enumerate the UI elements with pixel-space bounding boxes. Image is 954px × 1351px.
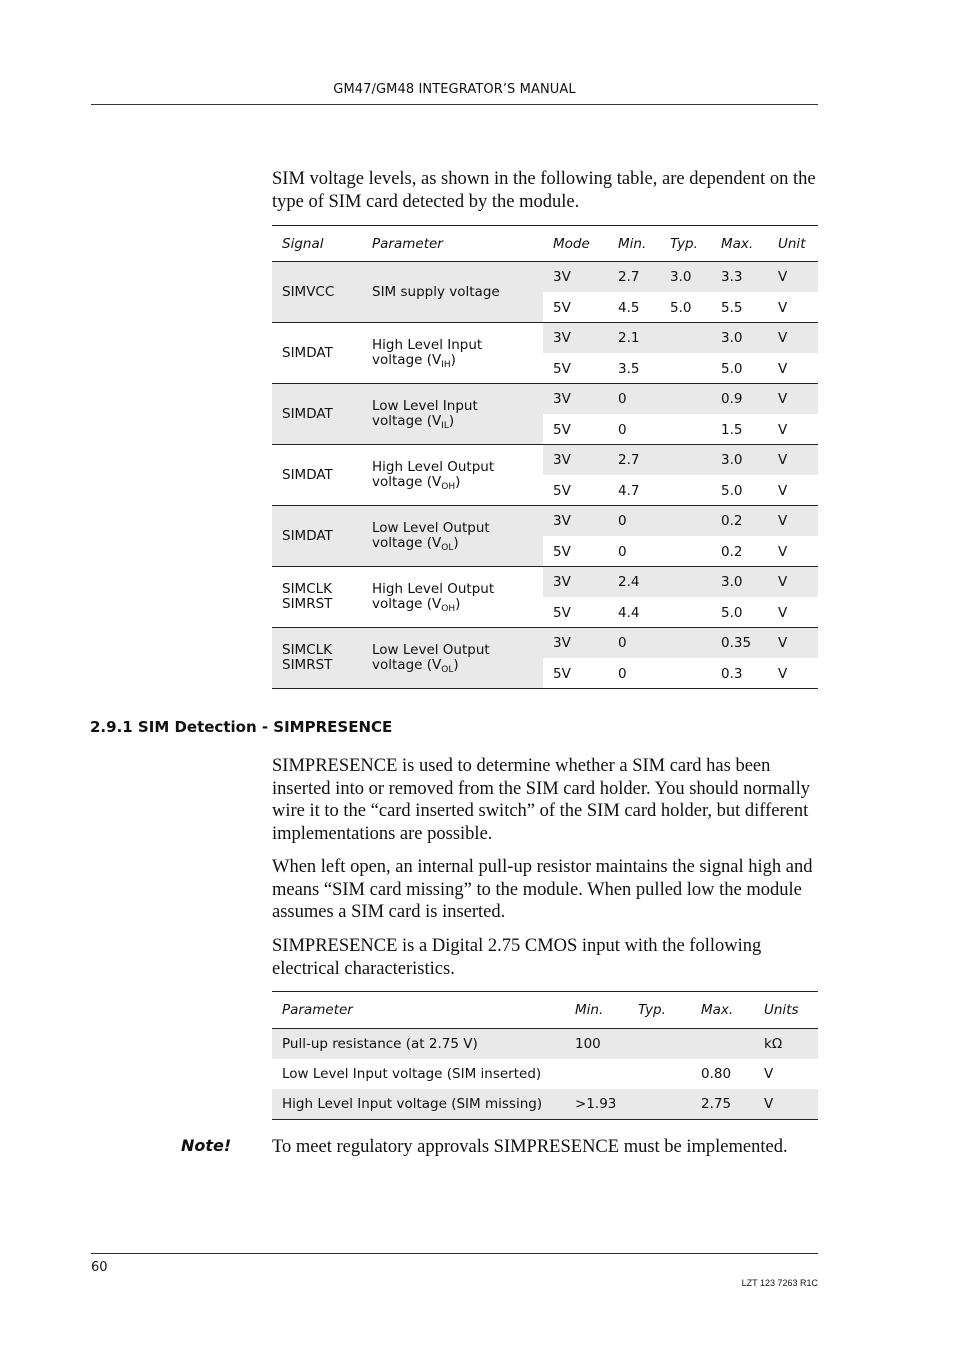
mode-cell: 3V <box>543 323 608 354</box>
signal-cell <box>272 323 362 384</box>
t2-max: 2.75 <box>691 1089 754 1120</box>
mode-cell: 3V <box>543 506 608 537</box>
unit-cell: V <box>768 262 818 293</box>
typ-cell <box>660 415 711 445</box>
typ-cell <box>660 323 711 354</box>
paragraph-cmos-input: SIMPRESENCE is a Digital 2.75 CMOS input with the following electrical characteristics. <box>272 936 762 979</box>
note-label: Note! <box>181 1136 232 1155</box>
parameter-subscript: IL <box>441 421 449 431</box>
max-cell: 0.3 <box>711 659 768 689</box>
parameter-text: ) <box>455 596 461 612</box>
mode-cell: 5V <box>543 476 608 506</box>
t2-header-min: Min. <box>565 992 628 1029</box>
mode-cell: 5V <box>543 293 608 323</box>
t2-unit: V <box>754 1089 818 1120</box>
parameter-label: Low Level Output <box>372 520 490 536</box>
unit-cell: V <box>768 354 818 384</box>
parameter-text: ) <box>448 413 455 429</box>
min-cell: 0 <box>608 659 660 689</box>
mode-cell: 5V <box>543 354 608 384</box>
parameter-text: voltage (V <box>372 413 442 429</box>
max-cell: 5.0 <box>711 476 768 506</box>
parameter-cell <box>362 262 543 323</box>
unit-cell: V <box>768 415 818 445</box>
unit-cell: V <box>768 598 818 628</box>
unit-cell: V <box>768 659 818 689</box>
max-cell: 1.5 <box>711 415 768 445</box>
col-header-mode: Mode <box>543 226 608 262</box>
t2-header-max: Max. <box>691 992 754 1029</box>
signal-cell <box>272 262 362 323</box>
min-cell: 4.7 <box>608 476 660 506</box>
mode-cell: 3V <box>543 262 608 293</box>
signal-name: SIMDAT <box>282 527 333 544</box>
mode-cell: 5V <box>543 537 608 567</box>
parameter-cell <box>362 323 543 384</box>
t2-param: Pull-up resistance (at 2.75 V) <box>272 1029 565 1060</box>
parameter-subscript: OH <box>441 604 456 614</box>
signal-cell <box>272 384 362 445</box>
parameter-cell <box>362 628 543 689</box>
footer-rule <box>91 1253 818 1254</box>
col-header-typ: Typ. <box>660 226 711 262</box>
col-header-signal: Signal <box>272 226 362 262</box>
typ-cell <box>660 445 711 476</box>
parameter-text: voltage (V <box>372 657 442 673</box>
min-cell: 2.4 <box>608 567 660 598</box>
t2-max: 0.80 <box>701 1066 732 1082</box>
t2-header-units: Units <box>754 992 818 1029</box>
typ-cell <box>660 567 711 598</box>
max-cell: 0.35 <box>711 628 768 659</box>
table-row <box>272 567 818 598</box>
running-header: GM47/GM48 INTEGRATOR’S MANUAL <box>333 82 576 97</box>
col-header-unit: Unit <box>768 226 818 262</box>
max-cell: 0.9 <box>711 384 768 415</box>
parameter-label-line2 <box>372 658 543 673</box>
parameter-cell <box>362 445 543 506</box>
min-cell: 4.4 <box>608 598 660 628</box>
parameter-cell <box>362 384 543 445</box>
t2-header-parameter: Parameter <box>272 992 565 1029</box>
mode-cell: 5V <box>543 598 608 628</box>
t2-min <box>565 1059 628 1089</box>
t2-typ <box>628 1089 691 1120</box>
signal-name: SIMDAT <box>282 405 333 422</box>
table-row <box>272 1059 818 1089</box>
t2-min: >1.93 <box>565 1089 628 1120</box>
parameter-text: voltage (V <box>372 474 442 490</box>
min-cell: 2.1 <box>608 323 660 354</box>
table-row <box>272 384 818 415</box>
mode-cell: 3V <box>543 567 608 598</box>
mode-cell: 3V <box>543 445 608 476</box>
paragraph-simpresence-purpose: SIMPRESENCE is used to determine whether a SIM card has been inserted into or removed from the SIM card holder. You should normally wire it to the “card inserted switch” of the SIM card holder, but different implementations are possible. <box>272 756 810 844</box>
signal-cell <box>272 445 362 506</box>
signal-name: SIMRST <box>282 596 333 612</box>
signal-name: SIMCLK <box>282 581 332 597</box>
parameter-subscript: OL <box>441 665 454 675</box>
parameter-subscript: OL <box>441 543 454 553</box>
unit-cell: V <box>768 506 818 537</box>
parameter-text: voltage (V <box>372 535 442 551</box>
signal-name: SIMDAT <box>282 344 333 361</box>
unit-cell: V <box>768 476 818 506</box>
t2-unit: kΩ <box>754 1029 818 1060</box>
section-heading: 2.9.1 SIM Detection - SIMPRESENCE <box>90 718 393 736</box>
typ-cell <box>660 476 711 506</box>
t2-typ <box>628 1029 691 1060</box>
parameter-label: High Level Output <box>372 581 495 597</box>
typ-cell <box>660 537 711 567</box>
min-cell: 0 <box>608 506 660 537</box>
min-cell: 0 <box>608 537 660 567</box>
signal-name: SIMCLK <box>282 642 332 658</box>
max-cell: 0.2 <box>711 537 768 567</box>
parameter-label-line2 <box>372 536 543 551</box>
unit-cell: V <box>768 445 818 476</box>
mode-cell: 5V <box>543 659 608 689</box>
page-number: 60 <box>91 1260 108 1275</box>
unit-cell: V <box>768 537 818 567</box>
parameter-subscript: IH <box>441 360 451 370</box>
typ-cell <box>660 506 711 537</box>
table-row <box>272 1089 818 1120</box>
col-header-min: Min. <box>608 226 660 262</box>
table-row <box>272 506 818 537</box>
max-cell: 0.2 <box>711 506 768 537</box>
table-row <box>272 323 818 354</box>
unit-cell: V <box>768 384 818 415</box>
parameter-text: voltage (V <box>372 352 442 368</box>
note-text: To meet regulatory approvals SIMPRESENCE must be implemented. <box>272 1137 788 1157</box>
mode-cell: 5V <box>543 415 608 445</box>
t2-param: High Level Input voltage (SIM missing) <box>272 1089 565 1120</box>
typ-cell <box>660 628 711 659</box>
max-cell: 3.0 <box>711 445 768 476</box>
typ-cell <box>660 598 711 628</box>
parameter-label: SIM supply voltage <box>372 283 500 300</box>
max-cell: 5.5 <box>711 293 768 323</box>
signal-name: SIMVCC <box>282 283 335 300</box>
t2-unit: V <box>764 1066 774 1082</box>
max-cell: 5.0 <box>711 598 768 628</box>
simpresence-characteristics-table <box>272 991 818 1120</box>
sim-voltage-table <box>272 225 818 689</box>
parameter-text: voltage (V <box>372 596 442 612</box>
parameter-label: Low Level Input <box>372 398 478 414</box>
paragraph-pull-up: When left open, an internal pull-up resistor maintains the signal high and means “SIM card missing” to the module. When pulled low the module assumes a SIM card is inserted. <box>272 857 813 922</box>
min-cell: 0 <box>608 415 660 445</box>
min-cell: 0 <box>608 628 660 659</box>
typ-cell <box>660 384 711 415</box>
t2-max <box>691 1029 754 1060</box>
parameter-label: Low Level Output <box>372 642 490 658</box>
mode-cell: 3V <box>543 628 608 659</box>
parameter-cell <box>362 567 543 628</box>
t2-header-typ: Typ. <box>628 992 691 1029</box>
min-cell: 2.7 <box>608 445 660 476</box>
parameter-text: ) <box>450 352 456 368</box>
signal-cell <box>272 567 362 628</box>
col-header-max: Max. <box>711 226 768 262</box>
typ-cell <box>660 659 711 689</box>
t2-param: Low Level Input voltage (SIM inserted) <box>282 1066 542 1082</box>
parameter-text: ) <box>453 535 459 551</box>
typ-cell: 5.0 <box>660 293 711 323</box>
parameter-label-line2 <box>372 353 543 368</box>
min-cell: 4.5 <box>608 293 660 323</box>
max-cell: 3.0 <box>711 567 768 598</box>
signal-name: SIMRST <box>282 657 333 673</box>
signal-cell <box>272 628 362 689</box>
unit-cell: V <box>768 628 818 659</box>
parameter-label-line2 <box>372 475 543 490</box>
document-code: LZT 123 7263 R1C <box>741 1278 818 1288</box>
signal-cell <box>272 506 362 567</box>
max-cell: 3.3 <box>711 262 768 293</box>
t2-min: 100 <box>565 1029 628 1060</box>
table-row <box>272 628 818 659</box>
min-cell: 0 <box>608 384 660 415</box>
table-row <box>272 1029 818 1060</box>
t2-typ <box>628 1059 691 1089</box>
mode-cell: 3V <box>543 384 608 415</box>
parameter-label-line2 <box>372 414 543 429</box>
table-row <box>272 445 818 476</box>
unit-cell: V <box>768 323 818 354</box>
min-cell: 2.7 <box>608 262 660 293</box>
parameter-label: High Level Output <box>372 459 495 475</box>
table-row <box>272 262 818 293</box>
parameter-label: High Level Input <box>372 337 483 353</box>
header-rule <box>91 104 818 105</box>
typ-cell <box>660 354 711 384</box>
parameter-subscript: OH <box>441 482 456 492</box>
parameter-cell <box>362 506 543 567</box>
parameter-text: ) <box>453 657 459 673</box>
typ-cell: 3.0 <box>660 262 711 293</box>
signal-name: SIMDAT <box>282 466 333 483</box>
max-cell: 3.0 <box>711 323 768 354</box>
max-cell: 5.0 <box>711 354 768 384</box>
min-cell: 3.5 <box>608 354 660 384</box>
unit-cell: V <box>768 293 818 323</box>
parameter-text: ) <box>455 474 461 490</box>
col-header-parameter: Parameter <box>362 226 543 262</box>
parameter-label-line2 <box>372 597 543 612</box>
unit-cell: V <box>768 567 818 598</box>
intro-paragraph: SIM voltage levels, as shown in the following table, are dependent on the type of SIM card detected by the module. <box>272 169 816 212</box>
